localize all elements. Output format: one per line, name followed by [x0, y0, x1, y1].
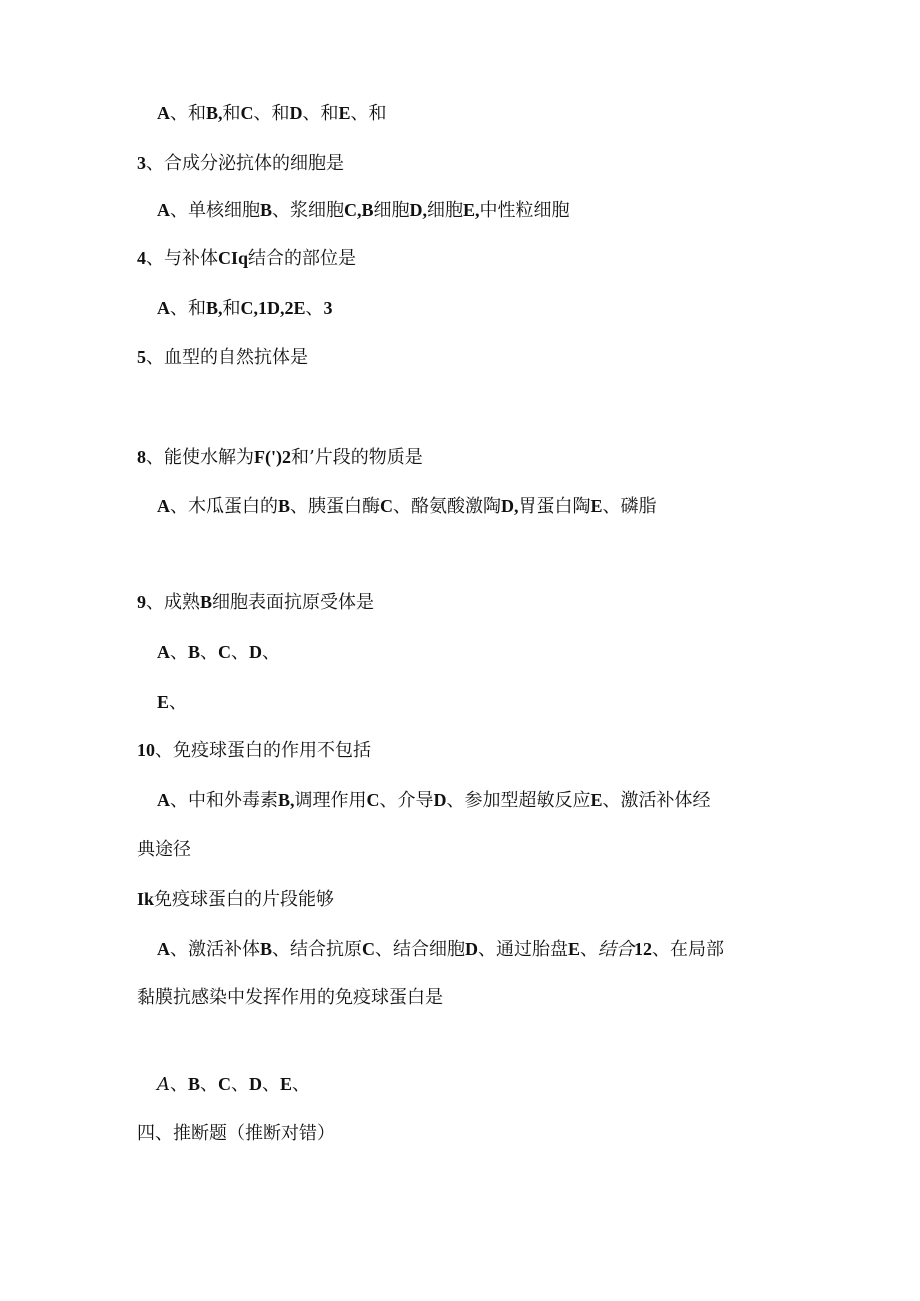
text-run: 、	[231, 642, 250, 663]
text-run: C,B	[344, 200, 374, 220]
text-run: 、中和外毒素	[170, 790, 278, 811]
q10-options	[157, 787, 711, 814]
text-run: D	[249, 1074, 263, 1094]
text-run: B	[260, 200, 273, 220]
text-run: 、激活补体经	[602, 790, 711, 811]
text-run: D	[249, 642, 263, 662]
text-run: A	[157, 939, 170, 959]
text-run: Ik	[137, 889, 155, 909]
q4-options	[157, 295, 333, 322]
text-run: D,	[409, 200, 428, 220]
text-run: 胃蛋白陶	[518, 496, 591, 517]
text-run: 、在局部	[652, 939, 725, 960]
text-run: 5	[137, 347, 146, 367]
q9-question	[137, 589, 374, 616]
text-run: 结合	[598, 939, 635, 960]
text-run: CIq	[218, 248, 249, 268]
text-run: 、结合细胞	[375, 939, 466, 960]
text-run: 和	[222, 298, 241, 319]
text-run: E	[157, 692, 170, 712]
text-run: 、酪氨酸激陶	[393, 496, 502, 517]
text-run: D	[289, 103, 303, 123]
q9-options-cont	[157, 689, 187, 716]
text-run: E	[590, 496, 603, 516]
text-run: F(')2	[254, 447, 291, 467]
text-run: 9	[137, 592, 146, 612]
q8-question	[137, 444, 423, 471]
section-four-heading	[137, 1121, 335, 1147]
text-run: A	[157, 200, 170, 220]
text-run: 、磷脂	[602, 496, 657, 517]
text-run: D	[433, 790, 447, 810]
text-run: 3	[137, 153, 146, 173]
q11-question	[137, 886, 334, 913]
text-run: 、介导	[379, 790, 434, 811]
text-run: 、激活补体	[170, 939, 260, 960]
text-run: C	[218, 1074, 232, 1094]
text-run: C	[362, 939, 376, 959]
text-run: B,	[206, 103, 223, 123]
q9-options	[157, 639, 280, 666]
text-run: E	[590, 790, 603, 810]
text-run: 、	[262, 642, 281, 663]
text-run: 、	[231, 1074, 250, 1095]
q5-question	[137, 344, 308, 371]
text-run: 、和	[302, 103, 339, 124]
q11-options	[157, 936, 724, 963]
text-run: 、和	[350, 103, 387, 124]
text-run: 细胞表面抗原受体是	[212, 592, 375, 613]
text-run: C	[366, 790, 380, 810]
text-run: 和’片段的物质是	[290, 447, 423, 468]
text-run: 、胰蛋白酶	[290, 496, 381, 517]
text-run: B	[260, 939, 273, 959]
text-run: 免疫球蛋白的片段能够	[154, 889, 335, 910]
text-run: A	[157, 1074, 170, 1095]
text-run: 、结合抗原	[272, 939, 363, 960]
text-run: 黏膜抗感染中发挥作用的免疫球蛋白是	[137, 987, 443, 1008]
text-run: 、	[305, 298, 324, 319]
text-run: A	[157, 496, 170, 516]
text-run: C	[380, 496, 394, 516]
text-run: 、参加型超敏反应	[446, 790, 591, 811]
text-run: 、	[170, 642, 188, 663]
text-run: A	[157, 103, 170, 123]
text-run: 4	[137, 248, 146, 268]
text-run: 、和	[253, 103, 290, 124]
text-run: 、与补体	[146, 248, 218, 269]
text-run: 、合成分泌抗体的细胞是	[146, 153, 344, 174]
q8-options	[157, 493, 657, 520]
text-run: 、血型的自然抗体是	[146, 347, 308, 368]
text-run: 、	[200, 642, 219, 663]
q12-options	[157, 1071, 310, 1098]
text-run: E	[338, 103, 351, 123]
text-run: C,1D,2E	[240, 298, 306, 318]
q3-options	[157, 197, 570, 224]
text-run: 、	[580, 939, 599, 960]
text-run: 细胞	[373, 200, 410, 221]
q3-question	[137, 150, 344, 177]
text-run: 结合的部位是	[248, 248, 357, 269]
text-run: 、浆细胞	[272, 200, 345, 221]
text-run: 、和	[170, 103, 206, 124]
text-run: B,	[206, 298, 223, 318]
text-run: A	[157, 642, 170, 662]
text-run: 、	[169, 692, 188, 713]
text-run: 、	[200, 1074, 219, 1095]
text-run: 、成熟	[146, 592, 200, 613]
text-run: A	[157, 298, 170, 318]
text-run: 10	[137, 740, 155, 760]
q12-question-cont	[137, 985, 443, 1011]
text-run: 、单核细胞	[170, 200, 260, 221]
text-run: B	[188, 642, 201, 662]
text-run: 、	[262, 1074, 281, 1095]
text-run: B	[188, 1074, 201, 1094]
text-run: 和	[222, 103, 241, 124]
text-run: 、	[292, 1074, 311, 1095]
q10-options-cont	[137, 837, 191, 863]
text-run: 、免疫球蛋白的作用不包括	[155, 740, 371, 761]
text-run: 调理作用	[294, 790, 367, 811]
q10-question	[137, 737, 371, 764]
text-run: E	[280, 1074, 293, 1094]
q4-question	[137, 245, 356, 272]
text-run: 典途径	[137, 839, 191, 860]
text-run: 细胞	[427, 200, 464, 221]
text-run: E	[568, 939, 581, 959]
text-run: C	[218, 642, 232, 662]
text-run: E,	[463, 200, 480, 220]
text-run: B	[200, 592, 213, 612]
text-run: 四、推断题（推断对错）	[137, 1123, 335, 1144]
text-run: C	[240, 103, 254, 123]
text-run: A	[157, 790, 170, 810]
text-run: 8	[137, 447, 146, 467]
text-run: 、和	[170, 298, 206, 319]
text-run: 、能使水解为	[146, 447, 254, 468]
text-run: 中性粒细胞	[479, 200, 570, 221]
q2-options	[157, 100, 387, 127]
text-run: 3	[323, 298, 333, 318]
text-run: 、	[170, 1074, 188, 1095]
text-run: B	[278, 496, 291, 516]
text-run: B,	[278, 790, 295, 810]
text-run: 12	[634, 939, 653, 959]
text-run: 、木瓜蛋白的	[170, 496, 278, 517]
text-run: 、通过胎盘	[478, 939, 569, 960]
text-run: D,	[501, 496, 519, 516]
text-run: D	[465, 939, 479, 959]
